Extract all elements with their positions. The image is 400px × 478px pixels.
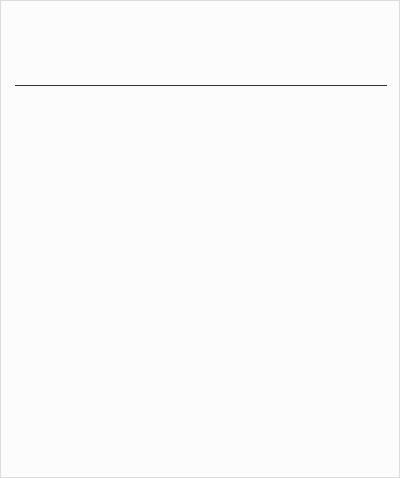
headline-block bbox=[15, 11, 387, 15]
headline-divider bbox=[15, 85, 387, 86]
right-article-column bbox=[206, 93, 387, 469]
left-article-column bbox=[15, 93, 196, 469]
article-columns bbox=[15, 93, 387, 469]
